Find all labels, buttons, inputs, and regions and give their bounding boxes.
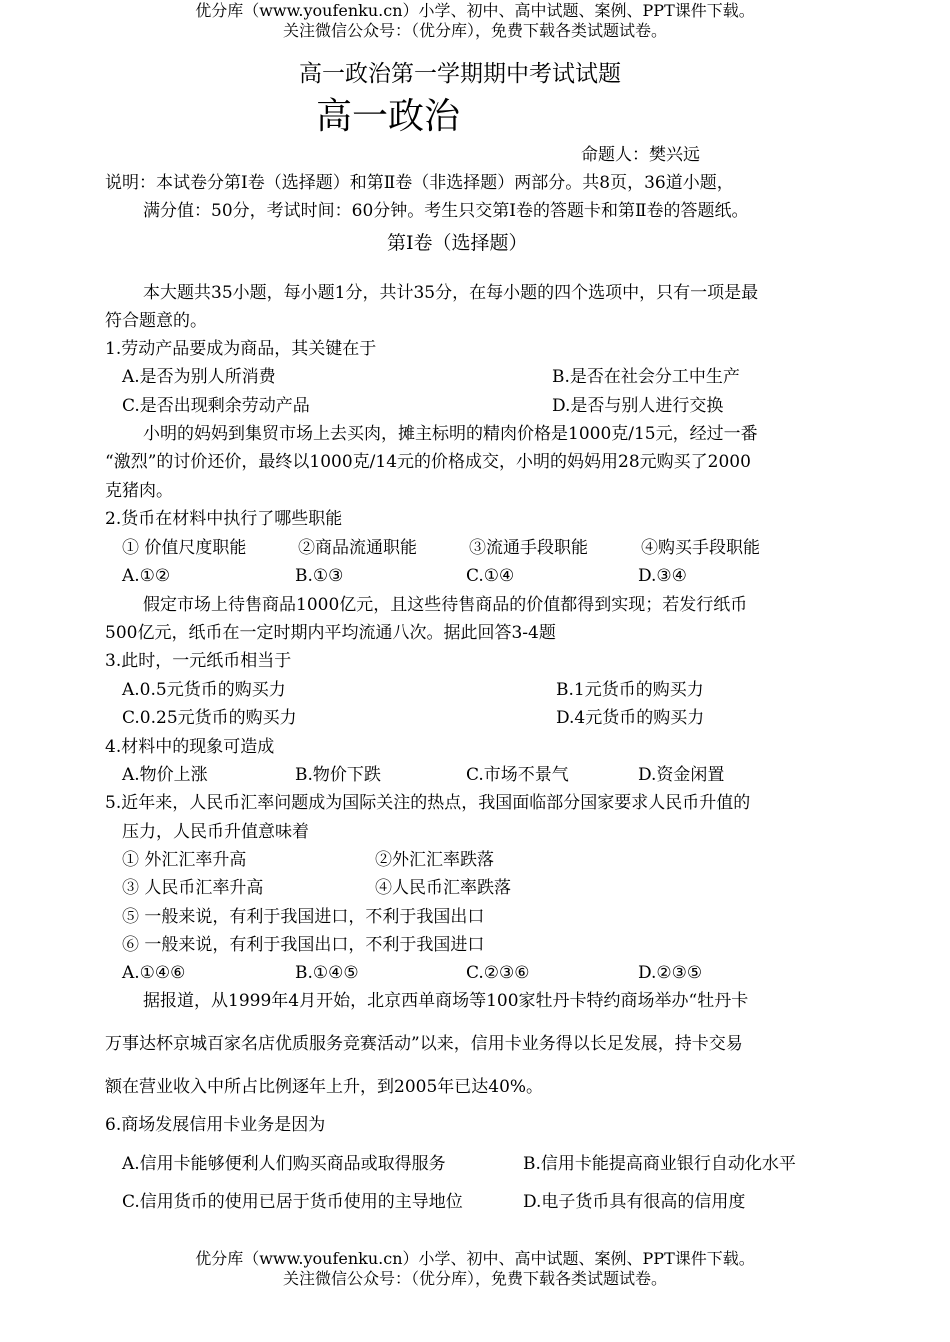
q5-item-5: ⑤ 一般来说，有利于我国进口，不利于我国出口 <box>122 907 485 927</box>
material3-line-3: 额在营业收入中所占比例逐年上升，到2005年已达40%。 <box>105 1077 544 1097</box>
q4-option-b: B.物价下跌 <box>295 765 381 785</box>
intro-line-2: 符合题意的。 <box>105 311 207 331</box>
q5-option-b: B.①④⑤ <box>295 963 359 983</box>
author: 命题人：樊兴远 <box>581 145 700 165</box>
material1-line-2: “激烈”的讨价还价，最终以1000克/14元的价格成交，小明的妈妈用28元购买了2000 <box>105 452 751 472</box>
q2-option-c: C.①④ <box>466 566 515 586</box>
q5-item-4: ④人民币汇率跌落 <box>375 878 511 898</box>
q6-option-d: D.电子货币具有很高的信用度 <box>523 1192 746 1212</box>
q4-option-d: D.资金闲置 <box>638 765 725 785</box>
q5-stem-line-1: 5.近年来，人民币汇率问题成为国际关注的热点，我国面临部分国家要求人民币升值的 <box>105 793 751 813</box>
q6-option-b: B.信用卡能提高商业银行自动化水平 <box>523 1154 796 1174</box>
section-title: 第Ⅰ卷（选择题） <box>387 232 528 254</box>
q3-option-a: A.0.5元货币的购买力 <box>122 680 286 700</box>
q6-stem: 6.商场发展信用卡业务是因为 <box>105 1115 326 1135</box>
q2-item-4: ④购买手段职能 <box>641 538 760 558</box>
q5-option-d: D.②③⑤ <box>638 963 703 983</box>
q2-item-2: ②商品流通职能 <box>298 538 417 558</box>
q5-option-c: C.②③⑥ <box>466 963 530 983</box>
q5-item-1: ① 外汇汇率升高 <box>122 850 247 870</box>
q5-item-3: ③ 人民币汇率升高 <box>122 878 264 898</box>
q2-item-1: ① 价值尺度职能 <box>122 538 247 558</box>
exam-title: 高一政治第一学期期中考试试题 <box>299 61 621 87</box>
q3-stem: 3.此时，一元纸币相当于 <box>105 651 292 671</box>
footer-line-2: 关注微信公众号：（优分库），免费下载各类试题试卷。 <box>282 1269 667 1288</box>
q2-item-3: ③流通手段职能 <box>469 538 588 558</box>
material3-line-1: 据报道，从1999年4月开始，北京西单商场等100家牡丹卡特约商场举办“牡丹卡 <box>143 991 749 1011</box>
header-line-1: 优分库（www.youfenku.cn）小学、初中、高中试题、案例、PPT课件下载。 <box>195 1 755 20</box>
q2-option-b: B.①③ <box>295 566 344 586</box>
header-line-2: 关注微信公众号：（优分库），免费下载各类试题试卷。 <box>282 21 667 40</box>
q5-stem-line-2: 压力，人民币升值意味着 <box>122 822 309 842</box>
q1-stem: 1.劳动产品要成为商品，其关键在于 <box>105 339 377 359</box>
note-line-2: 满分值：50分，考试时间：60分钟。考生只交第Ⅰ卷的答题卡和第Ⅱ卷的答题纸。 <box>143 201 749 221</box>
material3-line-2: 万事达杯京城百家名店优质服务竞赛活动”以来，信用卡业务得以长足发展，持卡交易 <box>105 1034 743 1054</box>
material1-line-1: 小明的妈妈到集贸市场上去买肉，摊主标明的精肉价格是1000克/15元，经过一番 <box>143 424 758 444</box>
intro-line-1: 本大题共35小题，每小题1分，共计35分，在每小题的四个选项中，只有一项是最 <box>143 283 759 303</box>
q4-stem: 4.材料中的现象可造成 <box>105 737 275 757</box>
note-line-1: 说明：本试卷分第Ⅰ卷（选择题）和第Ⅱ卷（非选择题）两部分。共8页，36道小题， <box>105 173 734 193</box>
q1-option-a: A.是否为别人所消费 <box>122 367 276 387</box>
q5-item-6: ⑥ 一般来说，有利于我国出口，不利于我国进口 <box>122 935 485 955</box>
material2-line-1: 假定市场上待售商品1000亿元，且这些待售商品的价值都得到实现；若发行纸币 <box>143 595 748 615</box>
q3-option-b: B.1元货币的购买力 <box>556 680 704 700</box>
q6-option-a: A.信用卡能够便利人们购买商品或取得服务 <box>122 1154 446 1174</box>
material1-line-3: 克猪肉。 <box>105 481 173 501</box>
q3-option-d: D.4元货币的购买力 <box>556 708 705 728</box>
q4-option-a: A.物价上涨 <box>122 765 208 785</box>
q2-option-d: D.③④ <box>638 566 687 586</box>
q2-option-a: A.①② <box>122 566 171 586</box>
q1-option-b: B.是否在社会分工中生产 <box>552 367 740 387</box>
q3-option-c: C.0.25元货币的购买力 <box>122 708 297 728</box>
subject-title: 高一政治 <box>316 96 461 137</box>
q2-stem: 2.货币在材料中执行了哪些职能 <box>105 509 343 529</box>
q5-item-2: ②外汇汇率跌落 <box>375 850 494 870</box>
q4-option-c: C.市场不景气 <box>466 765 569 785</box>
footer-line-1: 优分库（www.youfenku.cn）小学、初中、高中试题、案例、PPT课件下载。 <box>195 1249 755 1268</box>
material2-line-2: 500亿元，纸币在一定时期内平均流通八次。据此回答3-4题 <box>105 623 556 643</box>
q1-option-c: C.是否出现剩余劳动产品 <box>122 396 310 416</box>
q5-option-a: A.①④⑥ <box>122 963 186 983</box>
q1-option-d: D.是否与别人进行交换 <box>552 396 724 416</box>
q6-option-c: C.信用货币的使用已居于货币使用的主导地位 <box>122 1192 463 1212</box>
